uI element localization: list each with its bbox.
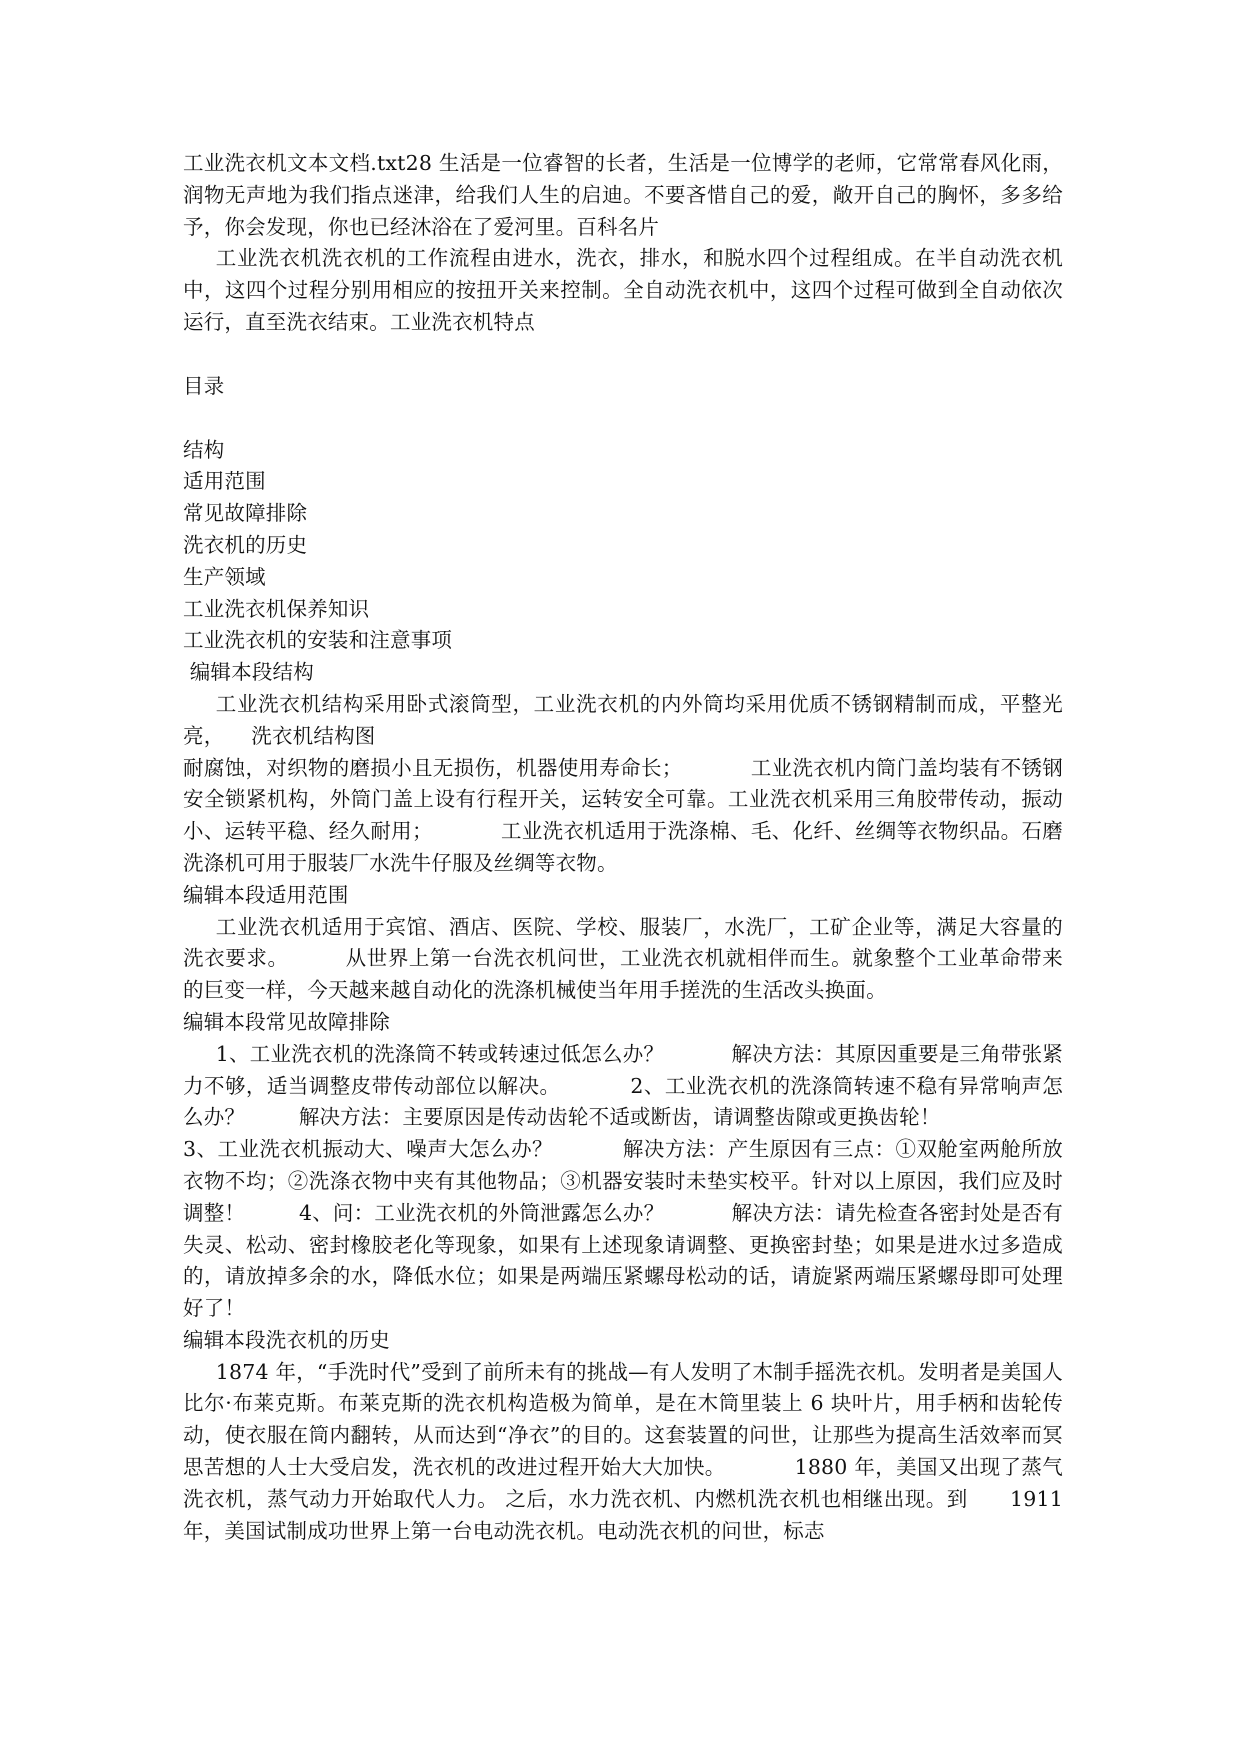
- toc-item-structure[interactable]: 结构: [183, 437, 225, 462]
- section-heading-scope: 编辑本段适用范围: [183, 882, 349, 907]
- toc-item-troubleshooting[interactable]: 常见故障排除: [183, 501, 308, 526]
- toc-item-production[interactable]: 生产领域: [183, 564, 266, 589]
- section-heading-history: 编辑本段洗衣机的历史: [183, 1327, 390, 1352]
- toc-item-maintenance[interactable]: 工业洗衣机保养知识: [183, 596, 370, 621]
- table-of-contents: [183, 435, 1063, 658]
- section-body-structure: 工业洗衣机结构采用卧式滚筒型，工业洗衣机的内外筒均采用优质不锈钢精制而成，平整光亮， 洗衣机结构图: [183, 691, 1063, 748]
- spacer: [183, 403, 1063, 435]
- section-body-structure-cont: 耐腐蚀，对织物的磨损小且无损伤，机器使用寿命长； 工业洗衣机内筒门盖均装有不锈钢安全锁紧机构，外筒门盖上设有行程开关，运转安全可靠。工业洗衣机采用三角胶带传动，振动小、运转平稳、经久耐用； 工业洗衣机适用于洗涤棉、毛、化纤、丝绸等衣物织品。石磨洗涤机可用于服装厂水洗牛仔服及丝绸等衣物。: [183, 755, 1063, 875]
- toc-title: 目录: [183, 373, 225, 398]
- document-body: [183, 148, 1070, 1547]
- workflow-paragraph: 工业洗衣机洗衣机的工作流程由进水，洗衣，排水，和脱水四个过程组成。在半自动洗衣机中，这四个过程分别用相应的按扭开关来控制。全自动洗衣机中，这四个过程可做到全自动依次运行，直至洗衣结束。工业洗衣机特点: [183, 246, 1063, 334]
- toc-item-history[interactable]: 洗衣机的历史: [183, 532, 308, 557]
- section-body-scope: 工业洗衣机适用于宾馆、酒店、医院、学校、服装厂，水洗厂，工矿企业等，满足大容量的洗衣要求。 从世界上第一台洗衣机问世，工业洗衣机就相伴而生。就象整个工业革命带来的巨变一样，今天越来越自动化的洗涤机械使当年用手搓洗的生活改头换面。: [183, 914, 1063, 1003]
- section-body-history: 1874 年，“手洗时代”受到了前所未有的挑战—有人发明了木制手摇洗衣机。发明者是美国人比尔·布莱克斯。布莱克斯的洗衣机构造极为简单，是在木筒里装上 6 块叶片，用手柄和齿轮传动，使衣服在筒内翻转，从而达到“净衣”的目的。这套装置的问世，让那些为提高生活效率而冥思苦想的人士大受启发，洗衣机的改进过程开始大大加快。 1880 年，美国又出现了蒸气洗衣机，蒸气动力开始取代人力。 之后，水力洗衣机、内燃机洗衣机也相继出现。到 1911 年，美国试制成功世界上第一台电动洗衣机。电动洗衣机的问世，标志: [183, 1359, 1070, 1543]
- intro-paragraph: 工业洗衣机文本文档.txt28 生活是一位睿智的长者，生活是一位博学的老师，它常常春风化雨，润物无声地为我们指点迷津，给我们人生的启迪。不要吝惜自己的爱，敞开自己的胸怀，多多给予，你会发现，你也已经沐浴在了爱河里。百科名片: [183, 151, 1063, 239]
- section-body-troubleshooting: 1、工业洗衣机的洗涤筒不转或转速过低怎么办？ 解决方法：其原因重要是三角带张紧力不够，适当调整皮带传动部位以解决。 2、工业洗衣机的洗涤筒转速不稳有异常响声怎么办？ 解决方法：主要原因是传动齿轮不适或断齿，请调整齿隙或更换齿轮！: [183, 1041, 1063, 1130]
- toc-item-scope[interactable]: 适用范围: [183, 469, 266, 494]
- spacer: [183, 339, 1063, 371]
- section-heading-structure: 编辑本段结构: [183, 660, 314, 685]
- section-body-troubleshooting-cont: 3、工业洗衣机振动大、噪声大怎么办？ 解决方法：产生原因有三点：①双舱室两舱所放衣物不均；②洗涤衣物中夹有其他物品；③机器安装时未垫实校平。针对以上原因，我们应及时调整！ 4、问：工业洗衣机的外筒泄露怎么办？ 解决方法：请先检查各密封处是否有失灵、松动、密封橡胶老化等现象，如果有上述现象请调整、更换密封垫；如果是进水过多造成的，请放掉多余的水，降低水位；如果是两端压紧螺母松动的话，请旋紧两端压紧螺母即可处理好了！: [183, 1137, 1063, 1321]
- section-heading-troubleshooting: 编辑本段常见故障排除: [183, 1009, 390, 1034]
- toc-item-installation[interactable]: 工业洗衣机的安装和注意事项: [183, 628, 453, 653]
